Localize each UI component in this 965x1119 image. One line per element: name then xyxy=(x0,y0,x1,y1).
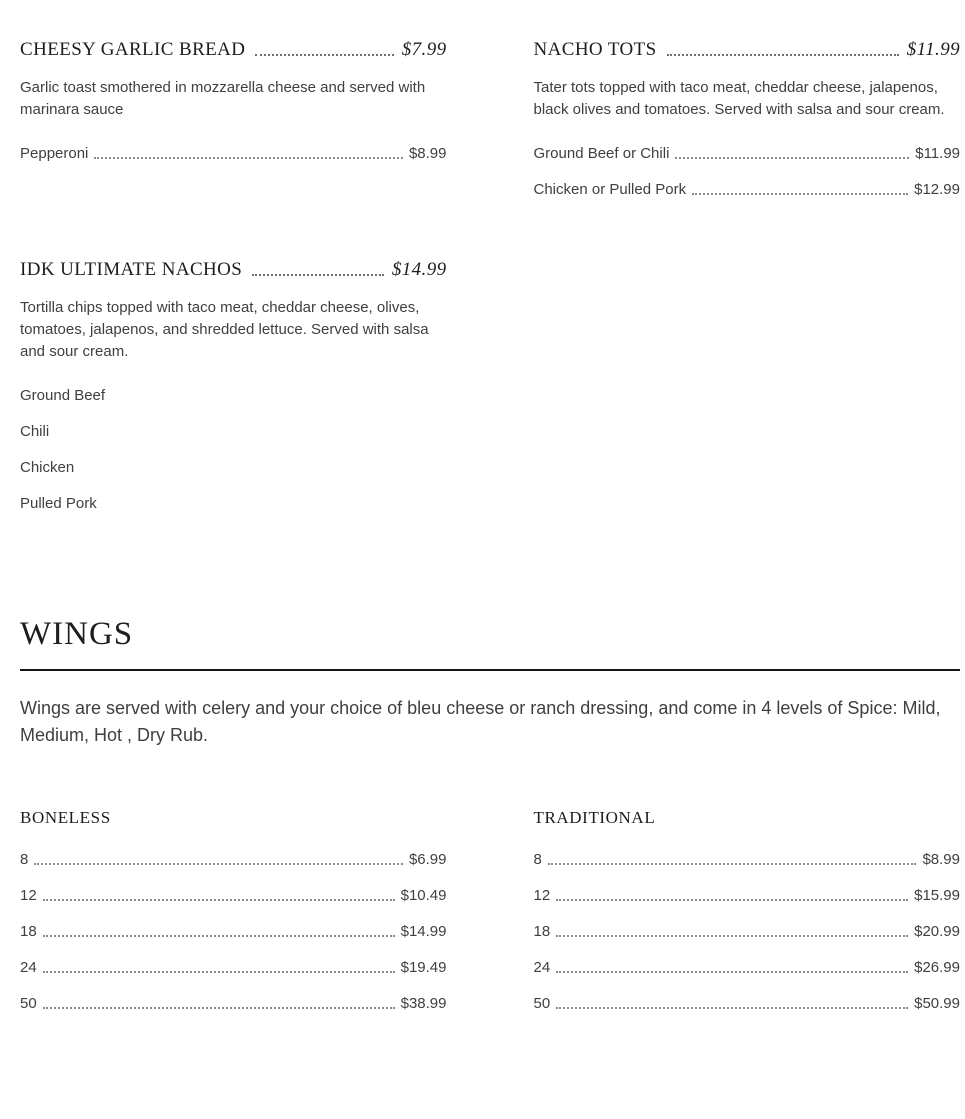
dotted-leader xyxy=(252,274,384,276)
wings-section-title: WINGS xyxy=(20,616,134,652)
dotted-leader xyxy=(34,863,403,865)
menu-item-idk-ultimate-nachos xyxy=(20,260,447,512)
size-label: 8 xyxy=(20,851,29,868)
dotted-leader xyxy=(556,971,908,973)
size-price: $10.49 xyxy=(400,887,447,904)
price-row xyxy=(20,995,447,1012)
item-price: $7.99 xyxy=(401,39,447,60)
price-row xyxy=(20,959,447,976)
size-label: 8 xyxy=(533,851,542,868)
item-description: Tortilla chips topped with taco meat, cheddar cheese, olives, tomatoes, jalapenos, and shredded lettuce. Served with salsa and sour cream. xyxy=(20,299,429,360)
item-option-row xyxy=(20,459,447,476)
price-row xyxy=(534,959,961,976)
item-option-row xyxy=(20,423,447,440)
size-price: $6.99 xyxy=(408,851,447,868)
dotted-leader xyxy=(556,899,908,901)
wings-subsection-traditional xyxy=(534,809,961,1012)
dotted-leader xyxy=(556,1007,908,1009)
item-header xyxy=(20,260,447,280)
wings-subsection-boneless xyxy=(20,809,447,1012)
dotted-leader xyxy=(43,1007,395,1009)
item-description: Garlic toast smothered in mozzarella cheese and served with marinara sauce xyxy=(20,79,426,118)
size-label: 50 xyxy=(533,995,551,1012)
appetizer-items-grid xyxy=(20,40,960,512)
subsection-title: BONELESS xyxy=(20,808,111,827)
dotted-leader xyxy=(43,971,395,973)
size-price: $26.99 xyxy=(914,959,960,976)
item-header xyxy=(20,40,447,60)
dotted-leader xyxy=(43,899,395,901)
price-row xyxy=(534,923,961,940)
option-price: $8.99 xyxy=(408,145,447,162)
size-label: 12 xyxy=(20,887,37,904)
dotted-leader xyxy=(675,157,909,159)
item-option-row xyxy=(534,181,961,198)
dotted-leader xyxy=(43,935,395,937)
option-label: Chicken xyxy=(20,459,75,476)
dotted-leader xyxy=(692,193,908,195)
dotted-leader xyxy=(255,54,393,56)
price-row xyxy=(534,851,961,868)
dotted-leader xyxy=(667,54,899,56)
option-label: Pulled Pork xyxy=(20,495,97,512)
item-option-row xyxy=(20,387,447,404)
size-price: $14.99 xyxy=(400,923,447,940)
wings-section xyxy=(20,616,960,1012)
dotted-leader xyxy=(94,157,403,159)
item-option-row xyxy=(534,145,961,162)
size-price: $38.99 xyxy=(400,995,447,1012)
item-option-row xyxy=(20,145,447,162)
option-label: Chili xyxy=(20,423,50,440)
price-row xyxy=(20,887,447,904)
subsection-title: TRADITIONAL xyxy=(533,808,656,827)
wings-section-description: Wings are served with celery and your choice of bleu cheese or ranch dressing, and come in 4 levels of Spice: Mild, Medium, Hot , Dry Rub. xyxy=(20,698,941,745)
option-price: $12.99 xyxy=(914,181,960,198)
price-row xyxy=(20,851,447,868)
wings-subsections-grid xyxy=(20,809,960,1012)
size-label: 50 xyxy=(20,995,37,1012)
item-price: $11.99 xyxy=(906,39,960,60)
item-description: Tater tots topped with taco meat, cheddar cheese, jalapenos, black olives and tomatoes. Served with salsa and sour cream. xyxy=(533,79,945,118)
option-label: Chicken or Pulled Pork xyxy=(533,181,687,198)
menu-item-cheesy-garlic-bread xyxy=(20,40,447,198)
menu-item-nacho-tots xyxy=(534,40,961,198)
section-divider xyxy=(20,669,960,671)
size-label: 24 xyxy=(20,959,37,976)
size-price: $50.99 xyxy=(914,995,960,1012)
size-label: 18 xyxy=(533,923,551,940)
size-price: $15.99 xyxy=(914,887,960,904)
item-name: IDK ULTIMATE NACHOS xyxy=(20,259,243,280)
option-label: Ground Beef xyxy=(20,387,106,404)
size-price: $8.99 xyxy=(922,851,960,868)
option-price: $11.99 xyxy=(915,145,960,162)
item-name: NACHO TOTS xyxy=(533,39,657,60)
empty-grid-cell xyxy=(534,260,961,512)
size-label: 12 xyxy=(533,887,551,904)
dotted-leader xyxy=(556,935,908,937)
size-price: $19.49 xyxy=(400,959,447,976)
size-label: 18 xyxy=(20,923,37,940)
dotted-leader xyxy=(548,863,917,865)
option-label: Ground Beef or Chili xyxy=(533,145,670,162)
size-label: 24 xyxy=(533,959,551,976)
price-row xyxy=(20,923,447,940)
price-row xyxy=(534,995,961,1012)
item-name: CHEESY GARLIC BREAD xyxy=(20,39,246,60)
item-header xyxy=(534,40,961,60)
item-price: $14.99 xyxy=(391,259,447,280)
price-row xyxy=(534,887,961,904)
item-option-row xyxy=(20,495,447,512)
option-label: Pepperoni xyxy=(20,145,89,162)
size-price: $20.99 xyxy=(914,923,960,940)
